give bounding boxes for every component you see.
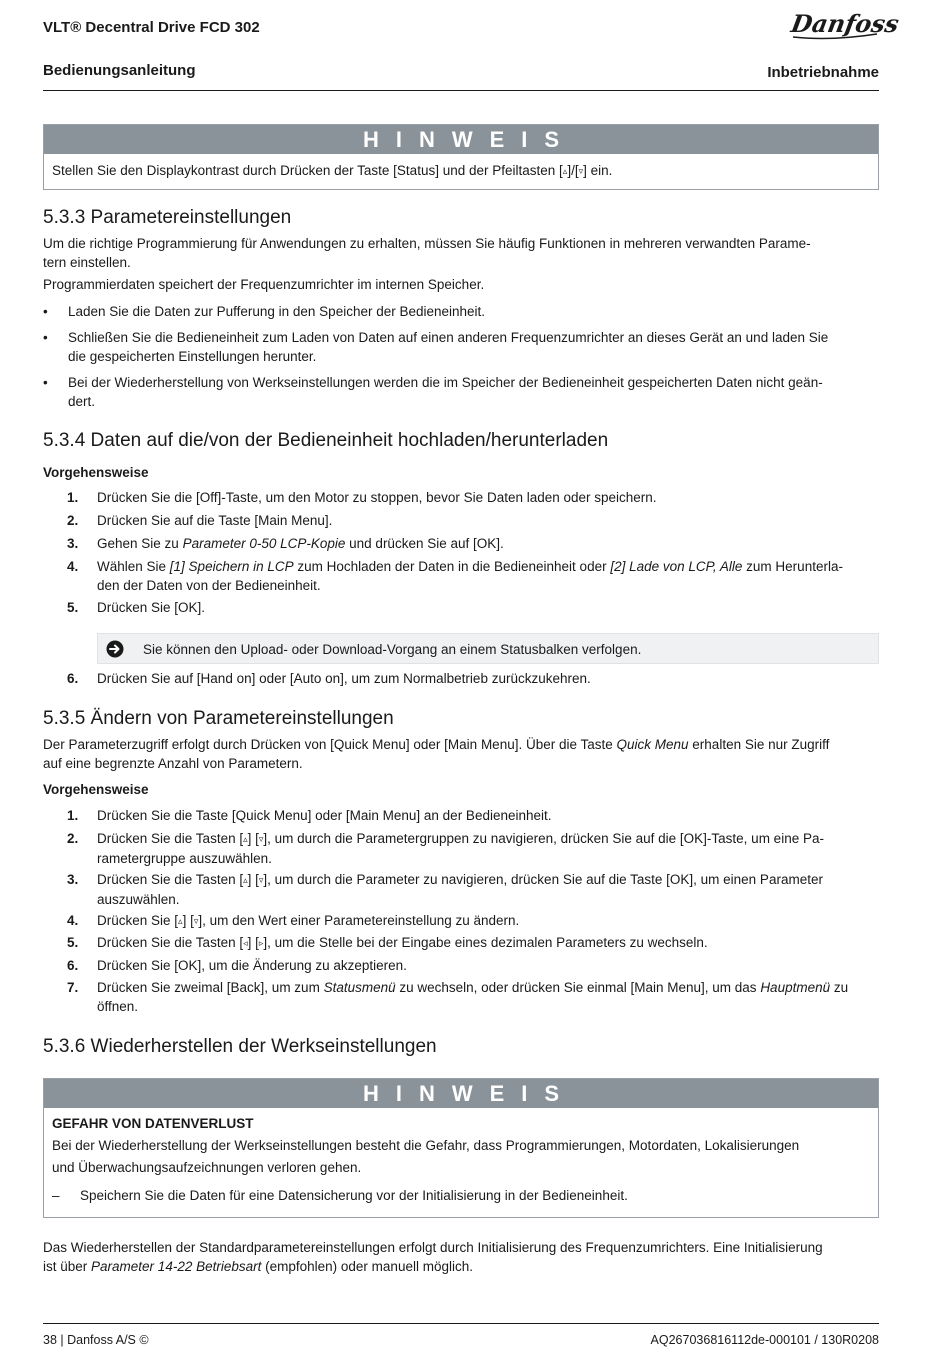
list-item: 3. Drücken Sie die Tasten [▵] [▿], um durch die Parameter zu navigieren, drücken Sie auf die Taste [OK], um einen Parameter auszuwählen.	[67, 872, 823, 907]
notice-box-data-loss	[43, 1078, 879, 1218]
document-subtitle: Bedienungsanleitung	[43, 62, 196, 79]
header-divider	[43, 90, 879, 91]
list-item: 2. Drücken Sie die Tasten [▵] [▿], um durch die Parametergruppen zu navigieren, drücken Sie auf die [OK]-Taste, um eine Pa- rametergruppe auszuwählen.	[67, 831, 824, 866]
procedure-label: Vorgehensweise	[43, 465, 149, 480]
notice-heading: HINWEIS	[44, 1079, 878, 1108]
result-box	[97, 633, 879, 664]
page-number: 38 | Danfoss A/S ©	[43, 1333, 149, 1347]
list-item: 5. Drücken Sie die Tasten [◃] [▹], um die Stelle bei der Eingabe eines dezimalen Parameters zu wechseln.	[67, 935, 708, 950]
svg-text:Danfoss: Danfoss	[789, 9, 902, 38]
list-item: 4. Drücken Sie [▵] [▿], um den Wert einer Parametereinstellung zu ändern.	[67, 913, 520, 928]
arrow-right-circle-icon	[106, 640, 124, 658]
paragraph: Programmierdaten speichert der Frequenzumrichter im internen Speicher.	[43, 277, 485, 292]
result-text: Sie können den Upload- oder Download-Vorgang an einem Statusbalken verfolgen.	[143, 642, 642, 657]
arrow-up-icon: ▵	[178, 916, 183, 926]
chapter-title: Inbetriebnahme	[767, 64, 879, 81]
bullet-icon: •	[43, 304, 48, 319]
notice-box-contrast	[43, 124, 879, 190]
list-item: 1. Drücken Sie die Taste [Quick Menu] oder [Main Menu] an der Bedieneinheit.	[67, 808, 552, 823]
arrow-up-icon: ▵	[562, 166, 568, 176]
procedure-label: Vorgehensweise	[43, 782, 149, 797]
list-item: 3. Gehen Sie zu Parameter 0-50 LCP-Kopie und drücken Sie auf [OK].	[67, 536, 504, 551]
document-title: VLT® Decentral Drive FCD 302	[43, 19, 260, 36]
list-item: • Bei der Wiederherstellung von Werkseinstellungen werden die im Speicher der Bedieneinheit gespeicherten Daten nicht geän- dert.	[43, 375, 823, 409]
list-item: • Schließen Sie die Bedieneinheit zum Laden von Daten auf einen anderen Frequenzumrichter an dieses Gerät an und laden Sie die gespeicherten Einstellungen herunter.	[43, 330, 829, 364]
arrow-left-icon: ◃	[243, 938, 248, 948]
list-item: – Speichern Sie die Daten für eine Datensicherung vor der Initialisierung in der Bedieneinheit.	[52, 1185, 870, 1207]
bullet-icon: •	[43, 330, 48, 345]
arrow-down-icon: ▿	[193, 916, 199, 926]
section-heading-5-3-5: 5.3.5 Ändern von Parametereinstellungen	[43, 708, 394, 729]
list-item: 7. Drücken Sie zweimal [Back], um zum Statusmenü zu wechseln, oder drücken Sie einmal [Main Menu], um das Hauptmenü zu öffnen.	[67, 980, 849, 1014]
footer-divider	[43, 1323, 879, 1324]
document-id: AQ267036816112de-000101 / 130R0208	[650, 1333, 879, 1347]
arrow-right-icon: ▹	[258, 938, 264, 948]
paragraph: Um die richtige Programmierung für Anwendungen zu erhalten, müssen Sie häufig Funktionen in mehreren verwandten Parame- tern einstellen.	[43, 236, 811, 270]
list-item: • Laden Sie die Daten zur Pufferung in den Speicher der Bedieneinheit.	[43, 304, 486, 319]
warning-title: GEFAHR VON DATENVERLUST	[52, 1116, 254, 1131]
arrow-up-icon: ▵	[243, 834, 248, 844]
arrow-down-icon: ▿	[258, 834, 264, 844]
arrow-up-icon: ▵	[243, 875, 248, 885]
list-item: 5. Drücken Sie [OK].	[67, 600, 206, 615]
notice-text	[44, 1108, 878, 1217]
section-heading-5-3-4: 5.3.4 Daten auf die/von der Bedieneinheit hochladen/herunterladen	[43, 430, 609, 451]
list-item: 4. Wählen Sie [1] Speichern in LCP zum Hochladen der Daten in die Bedieneinheit oder [2] Lade von LCP, Alle zum Herunterla- den der Daten von der Bedieneinheit.	[67, 559, 843, 593]
section-heading-5-3-6: 5.3.6 Wiederherstellen der Werkseinstellungen	[43, 1036, 437, 1057]
paragraph: Der Parameterzugriff erfolgt durch Drücken von [Quick Menu] oder [Main Menu]. Über die Taste Quick Menu erhalten Sie nur Zugriff auf eine begrenzte Anzahl von Parametern.	[43, 737, 830, 771]
paragraph: Das Wiederherstellen der Standardparametereinstellungen erfolgt durch Initialisierung des Frequenzumrichters. Eine Initialisierung ist über Parameter 14-22 Betriebsart (empfohlen) oder manuell möglich.	[43, 1240, 823, 1274]
dash-icon: –	[52, 1188, 60, 1203]
danfoss-logo	[789, 4, 902, 42]
list-item: 2. Drücken Sie auf die Taste [Main Menu].	[67, 513, 333, 528]
arrow-down-icon: ▿	[258, 875, 264, 885]
list-item: 1. Drücken Sie die [Off]-Taste, um den Motor zu stoppen, bevor Sie Daten laden oder speichern.	[67, 490, 657, 505]
notice-heading: HINWEIS	[44, 125, 878, 154]
list-item: 6. Drücken Sie auf [Hand on] oder [Auto on], um zum Normalbetrieb zurückzukehren.	[67, 671, 591, 686]
arrow-down-icon: ▿	[578, 166, 584, 176]
notice-text: Stellen Sie den Displaykontrast durch Drücken der Taste [Status] und der Pfeiltasten [▵]/[▿] ein.	[52, 163, 613, 178]
bullet-icon: •	[43, 375, 48, 390]
list-item: 6. Drücken Sie [OK], um die Änderung zu akzeptieren.	[67, 958, 407, 973]
warning-text: Bei der Wiederherstellung der Werkseinstellungen besteht die Gefahr, dass Programmierungen, Motordaten, Lokalisierungen und Überwachungsaufzeichnungen verloren gehen.	[52, 1138, 800, 1175]
section-heading-5-3-3: 5.3.3 Parametereinstellungen	[43, 207, 292, 228]
